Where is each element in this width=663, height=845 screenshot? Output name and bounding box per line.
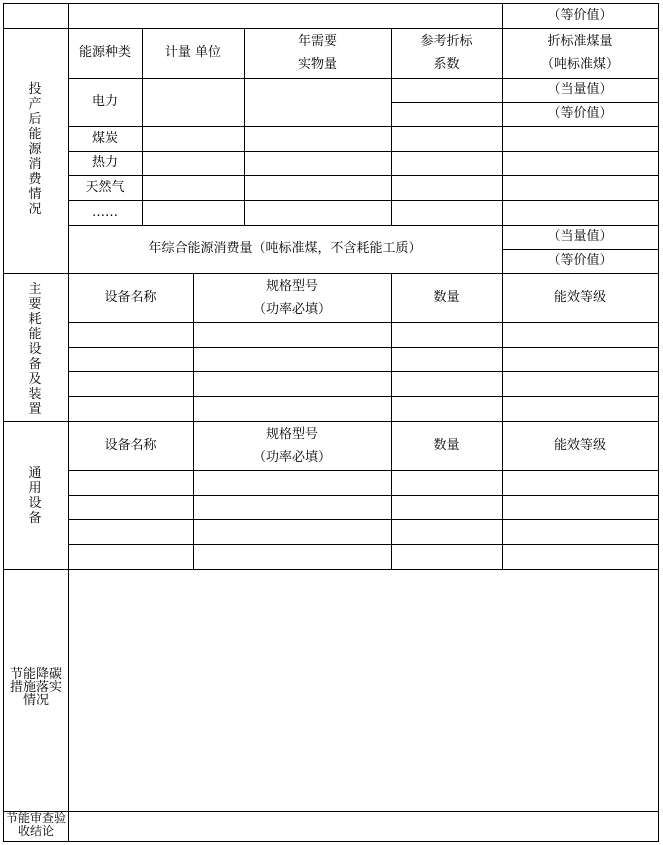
general-equip-header-model-line1: 规格型号 [265, 426, 318, 442]
major-equip-header-model-line2: （功率必填） [252, 301, 331, 317]
total-equal-value: （当量值） [547, 229, 613, 244]
energy-section-title: 投产后能源消费情况 [28, 82, 42, 217]
header-ref-coef-line1: 参考折标 [420, 34, 473, 49]
header-ref-coef [391, 28, 502, 78]
general-equip-header-efficiency: 能效等级 [553, 437, 606, 453]
major-equip-header-quantity: 数量 [433, 289, 460, 305]
header-std-coal-line1: 折标准煤量 [547, 34, 613, 49]
major-equipment-title: 主要耗能设备及装置 [28, 282, 42, 417]
general-equip-header-quantity: 数量 [433, 437, 460, 453]
electricity-equal-value: （当量值） [547, 82, 613, 97]
major-equip-header-model-line1: 规格型号 [265, 278, 318, 294]
header-unit: 计量 单位 [164, 45, 222, 60]
energy-row-gas: 天然气 [85, 179, 125, 195]
general-row-line [68, 519, 659, 520]
header-std-coal [502, 28, 658, 78]
general-equip-header-model [193, 421, 391, 470]
general-equipment-title: 通用设备 [28, 466, 42, 526]
energy-row-electricity: 电力 [91, 94, 118, 109]
header-annual-need [244, 28, 391, 78]
energy-row-line [68, 151, 659, 152]
header-energy-type: 能源种类 [78, 45, 131, 60]
energy-row-heat: 热力 [91, 155, 118, 170]
major-equip-header-model [193, 273, 391, 322]
energy-row-line [68, 126, 659, 127]
section-line-4 [3, 569, 659, 570]
electricity-equiv-value: （等价值） [547, 106, 613, 121]
section-line-5 [3, 811, 659, 812]
frame-left [3, 3, 4, 842]
energy-row-line [68, 175, 659, 176]
equip-row-line [68, 371, 659, 372]
major-equip-header-name: 设备名称 [104, 289, 157, 305]
equip-row-line [68, 347, 659, 348]
total-equiv-value: （等价值） [547, 253, 613, 268]
general-row-line [68, 470, 659, 471]
total-consumption-label: 年综合能源消费量（吨标准煤，不含耗能工质） [148, 241, 422, 256]
header-annual-need-line1: 年需要 [297, 34, 337, 49]
energy-row-line [68, 200, 659, 201]
header-ref-coef-line2: 系数 [433, 57, 460, 72]
measures-title: 节能降碳措施落实情况 [9, 667, 62, 708]
energy-row-coal: 煤炭 [91, 130, 118, 146]
major-equip-header-efficiency: 能效等级 [553, 289, 606, 305]
general-row-line [68, 544, 659, 545]
header-annual-need-line2: 实物量 [297, 57, 337, 72]
general-row-line [68, 495, 659, 496]
equip-row-line [68, 322, 659, 323]
equip-row-line [68, 396, 659, 397]
general-equip-header-model-line2: （功率必填） [252, 449, 331, 465]
frame-right [658, 3, 659, 842]
energy-row-ellipsis: …… [92, 204, 118, 220]
top-equiv-value: （等价值） [547, 7, 613, 23]
header-std-coal-line2: （吨标准煤） [540, 57, 619, 72]
general-equip-header-name: 设备名称 [104, 437, 157, 453]
frame-bottom [3, 841, 659, 842]
conclusion-title: 节能审查验收结论 [5, 811, 66, 838]
